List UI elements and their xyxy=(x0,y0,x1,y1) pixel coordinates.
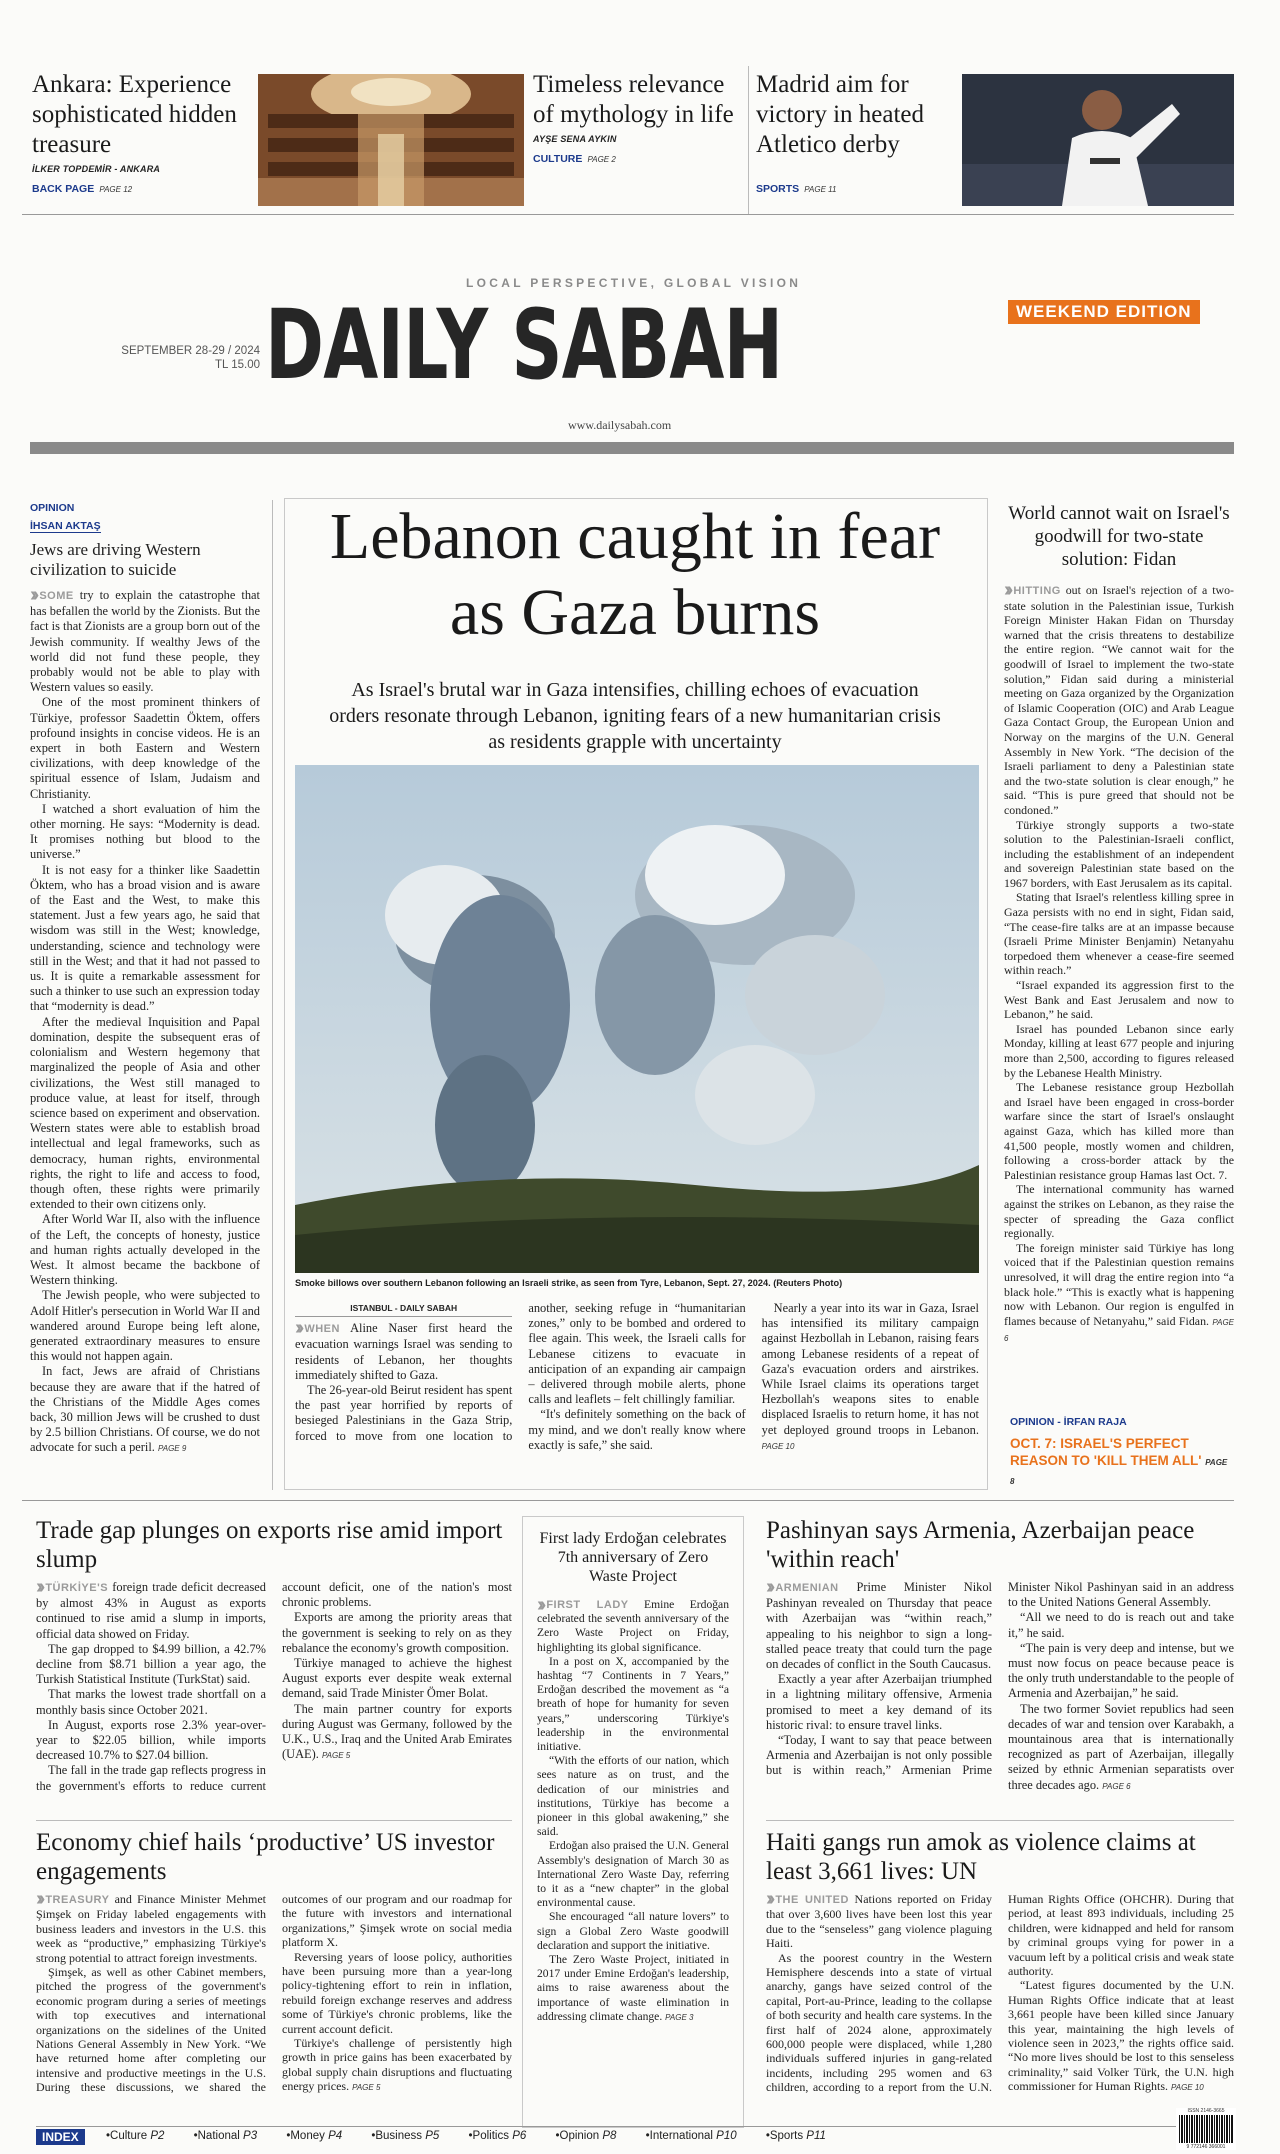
teaser-mythology[interactable] xyxy=(533,70,743,166)
teaser-section: CULTURE xyxy=(533,153,583,165)
armenia-body: ›› ARMENIAN Prime Minister Nikol Pashinyan revealed on Thursday that peace with Azerbaijan was “within reach,” appealing to his neighbor to sign a long-stalled peace treaty that could turn the page on decades of conflict in the South Caucasus. Exactly a year after Azerbaijan triumphed in a lightning military offensive, Armenia promised to meet a key demand of its historic rival: to ensure travel links. “Today, I want to say that peace between Armenia and Azerbaijan is not only possible but is within reach,” Armenian Prime Minister Nikol Pashinyan said in an address to the United Nations General Assembly. “All we need to do is reach out and take it,” he said. “The pain is very deep and intense, but we must now focus on peace because peace is the only truth understandable to the people of Armenia and Azerbaijan,” he said. The two former Soviet republics had seen decades of war and tension over Karabakh, a mountainous area that is internationally recognized as part of Azerbaijan, illegally seized by ethnic Armenian separatists over three decades ago. PAGE 6 xyxy=(766,1576,1234,1792)
teaser-section: BACK PAGE xyxy=(32,183,95,195)
teaser-title: Timeless relevance of mythology in life xyxy=(533,71,734,128)
trade-title[interactable]: Trade gap plunges on exports rise amid import slump xyxy=(36,1517,503,1573)
index-item-opinion[interactable]: •Opinion P8 xyxy=(555,2130,617,2142)
fidan-body: ›› HITTING out on Israel's rejection of a two-state solution in the Palestinian issue, Turkish Foreign Minister Hakan Fidan on Thursday warned that the crisis threatens to destabilize the entire region. “We cannot wait for the goodwill of Israel to implement the two-state solution,” Fidan said during a ministerial meeting on Gaza organized by the Organization of Islamic Cooperation (OIC) and Arab League Gaza Contact Group, the European Union and Norway on the margins of the U.N. General Assembly in New York. “The decision of the Israeli parliament to deny a Palestinian state and the two-state solution is clear enough,” he said. “This is pure greed that should not be condoned.” Türkiye strongly supports a two-state solution to the Palestinian-Israeli conflict, including the establishment of an independent and sovereign Palestinian state based on the 1967 borders, with East Jerusalem as its capital. Stating that Israel's relentless killing spree in Gaza persists with no end in sight, Fidan said, “The cease-fire talks are at an impasse because (Israeli Prime Minister Benjamin) Netanyahu torpedoed them whenever a cease-fire seemed within reach.” “Israel expanded its aggression first to the West Bank and East Jerusalem and now to Lebanon,” he said. Israel has pounded Lebanon since early Monday, killing at least 677 people and injuring more than 2,500, according to figures released by the Lebanese Health Ministry. The Lebanese resistance group Hezbollah and Israel have been engaged in cross-border warfare since the start of Israel's onslaught against Gaza, which has killed more than 41,500 people, mostly women and children, following a cross-border attack by the Palestinian resistance group Hamas last Oct. 7. The international community has warned against the strikes on Lebanon, as they raise the specter of spreading the Gaza conflict regionally. The foreign minister said Türkiye has long voiced that if the Palestinian question remains unresolved, it will drag the entire region into “a black hole.” “This is exactly what is happening now with Lebanon. Our region is engulfed in flames because of Netanyahu,” said Fidan. PAGE 6 xyxy=(1004,579,1234,1344)
teaser-page: PAGE 2 xyxy=(587,155,616,164)
haiti-body: ›› THE UNITED Nations reported on Friday that over 3,600 lives have been lost this year due to the “senseless” gang violence plaguing Haiti. As the poorest country in the Western Hemisphere descends into a state of virtual anarchy, gangs have seized control of the capital, Port-au-Prince, leading to the collapse of both security and health care systems. In the first half of 2024 alone, approximately 600,000 people were displaced, while 1,280 individuals suffered injuries in gang-related incidents, including 295 women and 63 children, according to a report from the U.N. Human Rights Office (OHCHR). During that period, at least 893 individuals, including 25 children, were kidnapped and held for ransom by criminal groups vying for power in a vacuum left by a political crisis and weak state authority. “Latest figures documented by the U.N. Human Rights Office indicate that at least 3,661 people have been killed since January this year, maintaining the high levels of violence seen in 2023,” the rights office said. “No more lives should be lost to this senseless criminality,” said Volker Türk, the U.N. high commissioner for Human Rights. PAGE 10 xyxy=(766,1888,1234,2095)
smoke-photo xyxy=(295,765,979,1273)
teaser-title: Ankara: Experience sophisticated hidden treasure xyxy=(32,71,237,158)
top-teasers xyxy=(22,66,1234,214)
weekend-edition-badge: WEEKEND EDITION xyxy=(1008,300,1200,324)
armenia-story xyxy=(766,1516,1234,1794)
chevron-right-icon: ›› xyxy=(36,1888,42,1910)
haiti-title[interactable]: Haiti gangs run amok as violence claims at least 3,661 lives: UN xyxy=(766,1829,1196,1885)
footballer-photo xyxy=(962,74,1234,206)
index-item-money[interactable]: •Money P4 xyxy=(286,2130,343,2142)
fidan-title[interactable]: World cannot wait on Israel's goodwill for two-state solution: Fidan xyxy=(1008,503,1230,570)
haiti-story xyxy=(766,1828,1234,2096)
index-bar xyxy=(36,2126,1236,2146)
erdogan-story xyxy=(522,1516,744,2128)
teaser-ankara[interactable] xyxy=(32,70,272,196)
armenia-title[interactable]: Pashinyan says Armenia, Azerbaijan peace 'within reach' xyxy=(766,1517,1195,1573)
barcode xyxy=(1176,2108,1236,2150)
masthead-price: TL 15.00 xyxy=(215,359,260,371)
index-item-politics[interactable]: •Politics P6 xyxy=(468,2130,527,2142)
teaser-section: SPORTS xyxy=(756,183,800,195)
chevron-right-icon: ›› xyxy=(295,1317,301,1340)
barcode-number: 9 772146 366001 xyxy=(1186,2144,1226,2150)
library-photo xyxy=(258,74,524,206)
teaser-madrid[interactable] xyxy=(756,70,966,196)
masthead-rule xyxy=(30,442,1234,454)
opinion-title[interactable]: Jews are driving Western civilization to suicide xyxy=(30,540,201,579)
main-headline[interactable]: Lebanon caught in fear as Gaza burns xyxy=(329,500,941,649)
masthead-logo[interactable]: DAILY SABAH xyxy=(265,289,783,401)
chevron-right-icon: ›› xyxy=(1004,579,1010,601)
index-item-business[interactable]: •Business P5 xyxy=(371,2130,440,2142)
opinion-left xyxy=(30,502,260,1457)
opinion-label: OPINION xyxy=(30,502,75,514)
index-item-international[interactable]: •International P10 xyxy=(645,2130,737,2142)
teaser-page: PAGE 11 xyxy=(804,185,837,194)
chevron-right-icon: ›› xyxy=(537,1594,543,1616)
teaser-byline: AYŞE SENA AYKIN xyxy=(533,134,617,144)
erdogan-title[interactable]: First lady Erdoğan celebrates 7th anniversary of Zero Waste Project xyxy=(539,1530,727,1585)
opinion-right[interactable]: OPINION - İRFAN RAJA OCT. 7: ISRAEL'S PERFECT REASON TO 'KILL THEM ALL' PAGE 8 xyxy=(1010,1416,1232,1490)
photo-caption: Smoke billows over southern Lebanon following an Israeli strike, as seen from Tyre, Lebanon, Sept. 27, 2024. (Reuters Photo) xyxy=(295,1278,843,1288)
erdogan-body: ›› FIRST LADY Emine Erdoğan celebrated the seventh anniversary of the Zero Waste Project on Friday, highlighting its global significance. In a post on X, accompanied by the hashtag “7 Continents in 7 Years,” Erdoğan described the movement as “a breath of hope for humanity for seven years,” underscoring Türkiye's leadership in the environmental initiative. “With the efforts of our nation, which sees nature as on trust, and the dedication of our ministries and institutions, Türkiye has become a pioneer in this global awakening,” she said. Erdoğan also praised the U.N. General Assembly's designation of March 30 as International Zero Waste Day, referring to it as a “new chapter” in the global environmental cause. She encouraged “all nature lovers” to sign a Global Zero Waste goodwill declaration and support the initiative. The Zero Waste Project, initiated in 2017 under Emine Erdoğan's leadership, aims to raise awareness about the importance of waste elimination in addressing climate change. PAGE 3 xyxy=(537,1594,729,2023)
chevron-right-icon: ›› xyxy=(766,1576,772,1598)
opinion-right-title: OCT. 7: ISRAEL'S PERFECT REASON TO 'KILL THEM ALL' xyxy=(1010,1436,1202,1468)
chevron-right-icon: ›› xyxy=(36,1576,42,1598)
opinion-author: İHSAN AKTAŞ xyxy=(30,520,101,532)
opinion-body: ›› SOME try to explain the catastrophe that has befallen the world by the Zionists. But the fact is that Zionists are a group born out of the Jewish community. If wealthy Jews of the world did not fund these people, they probably would not be able to play with Western values so easily. One of the most prominent thinkers of Türkiye, professor Saadettin Öktem, offers profound insights in concise videos. He is an expert in both Eastern and Western civilizations, with deep knowledge of the spiritual essence of Islam, Judaism and Christianity. I watched a short evaluation of him the other morning. He says: “Modernity is dead. It promises nothing but blood to the universe.” It is not easy for a thinker like Saadettin Öktem, who has a broad vision and is aware of the East and the West, to make this statement. Just a few years ago, he said that wisdom was still in the West; knowledge, understanding, science and technology were still in the West; and that it had not passed to us. It is quite a remarkable assessment for such a thinker to use such an expression today that “modernity is dead.” After the medieval Inquisition and Papal domination, despite the subsequent eras of colonialism and Western hegemony that marginalized the people of Asia and other civilizations, the West still managed to produce value, at least for itself, through science based on experiment and observation. Western states were able to establish broad intellectual and legal frameworks, such as democracy, human rights, environmental rights, the right to life and access to food, though often, these rights were primarily extended to their own citizens only. After World War II, also with the influence of the Left, the concepts of honesty, justice and human rights actually developed in the West. It almost became the backbone of Western thinking. The Jewish people, who were subjected to Adolf Hitler's persecution in World War II and wandered around Europe being left alone, generated extraordinary measures to ensure this would not happen again. In fact, Jews are afraid of Christians because they are aware that if the hatred of the Christians of the Middle Ages comes back, 30 million Jews will be crushed to dust by 2.5 billion Christians. Of course, we do not advocate for such a peril. PAGE 9 xyxy=(30,584,260,1455)
index-label: INDEX xyxy=(36,2129,85,2145)
masthead-tagline: LOCAL PERSPECTIVE, GLOBAL VISION xyxy=(466,276,802,290)
economy-title[interactable]: Economy chief hails ‘productive’ US investor engagements xyxy=(36,1829,495,1885)
teaser-title: Madrid aim for victory in heated Atletico derby xyxy=(756,71,924,158)
trade-story xyxy=(36,1516,512,1794)
index-item-national[interactable]: •National P3 xyxy=(193,2130,258,2142)
main-story xyxy=(284,498,988,1490)
masthead-website[interactable]: www.dailysabah.com xyxy=(568,418,672,432)
chevron-right-icon: ›› xyxy=(30,584,36,606)
masthead-date: SEPTEMBER 28-29 / 2024 xyxy=(121,345,260,357)
index-item-culture[interactable]: •Culture P2 xyxy=(106,2130,165,2142)
main-body: ISTANBUL - DAILY SABAH ›› WHEN Aline Naser first heard the evacuation warnings Israel was sending to residents of Lebanon, her thoughts immediately shifted to Gaza. The 26-year-old Beirut resident has spent the past year horrified by reports of besieged Palestinians in the Gaza Strip, forced to move from one location to another, seeking refuge in “humanitarian zones,” only to be bombed and ordered to flee again. This week, the Israeli calls for Lebanese citizens to evacuate in anticipation of an expanding air campaign – delivered through mobile alerts, phone calls and leaflets – felt chillingly familiar. “It's definitely something on the back of my mind, and we don't really know where exactly is safe,” she said. Nearly a year into its war in Gaza, Israel has intensified its military campaign against Hezbollah in Lebanon, raising fears among Lebanese residents of a repeat of Gaza's evacuation orders and airstrikes. While Israel claims its operations target Hezbollah's weapons sites to enable displaced Israelis to return home, it has not yet deployed ground troops in Lebanon. PAGE 10 xyxy=(295,1301,979,1452)
main-dateline: ISTANBUL - DAILY SABAH xyxy=(295,1301,512,1317)
issn: ISSN 2146-3665 xyxy=(1187,2108,1225,2114)
teaser-page: PAGE 12 xyxy=(99,185,133,194)
main-deck: As Israel's brutal war in Gaza intensifies, chilling echoes of evacuation orders resonate through Lebanon, igniting fears of a new humanitarian crisis as residents grapple with uncertainty xyxy=(329,679,941,753)
fidan-story xyxy=(1004,502,1234,1347)
teaser-byline: İLKER TOPDEMİR - ANKARA xyxy=(32,164,161,174)
opinion-right-label: OPINION - İRFAN RAJA xyxy=(1010,1416,1127,1428)
economy-story xyxy=(36,1828,512,2096)
index-item-sports[interactable]: •Sports P11 xyxy=(765,2130,826,2142)
economy-body: ›› TREASURY and Finance Minister Mehmet Şimşek on Friday labeled engagements with business leaders and investors in the U.S. this week as “productive,” emphasizing Türkiye's strong potential to attract foreign investments. Şimşek, as well as other Cabinet members, pitched the progress of the government's economic program during a series of meetings with top executives and international organizations on the sidelines of the United Nations General Assembly in New York. “We have returned home after completing our intensive and productive meetings in the U.S. During these discussions, we shared the outcomes of our program and our roadmap for the future with investors and international organizations,” Şimşek wrote on social media platform X. Reversing years of loose policy, authorities have been pursuing more than a year-long policy-tightening effort to rein in inflation, rebuild foreign exchange reserves and address some of Türkiye's chronic problems, like the current account deficit. Türkiye's challenge of persistently high growth in price gains has been exacerbated by global supply chain disruptions and fluctuating energy prices. PAGE 5 xyxy=(36,1888,512,2095)
trade-body: ›› TÜRKİYE'S foreign trade deficit decreased by almost 43% in August as exports continued to rise amid a slump in imports, official data showed on Friday. The gap dropped to $4.99 billion, a 42.7% decline from $8.71 billion a year ago, the Turkish Statistical Institute (TurkStat) said. That marks the lowest trade shortfall on a monthly basis since October 2021. In August, exports rose 2.3% year-over-year to $22.05 billion, while imports decreased 10.7% to $27.04 billion. The fall in the trade gap reflects progress in the government's efforts to reduce current account deficit, one of the nation's most chronic problems. Exports are among the priority areas that the government is seeking to rely on as they rebalance the economy's growth composition. Türkiye managed to achieve the highest August exports ever despite weak external demand, said Trade Minister Ömer Bolat. The main partner country for exports during August was Germany, followed by the U.K., U.S., Iraq and the United Arab Emirates (UAE). PAGE 5 xyxy=(36,1576,512,1793)
chevron-right-icon: ›› xyxy=(766,1888,772,1910)
